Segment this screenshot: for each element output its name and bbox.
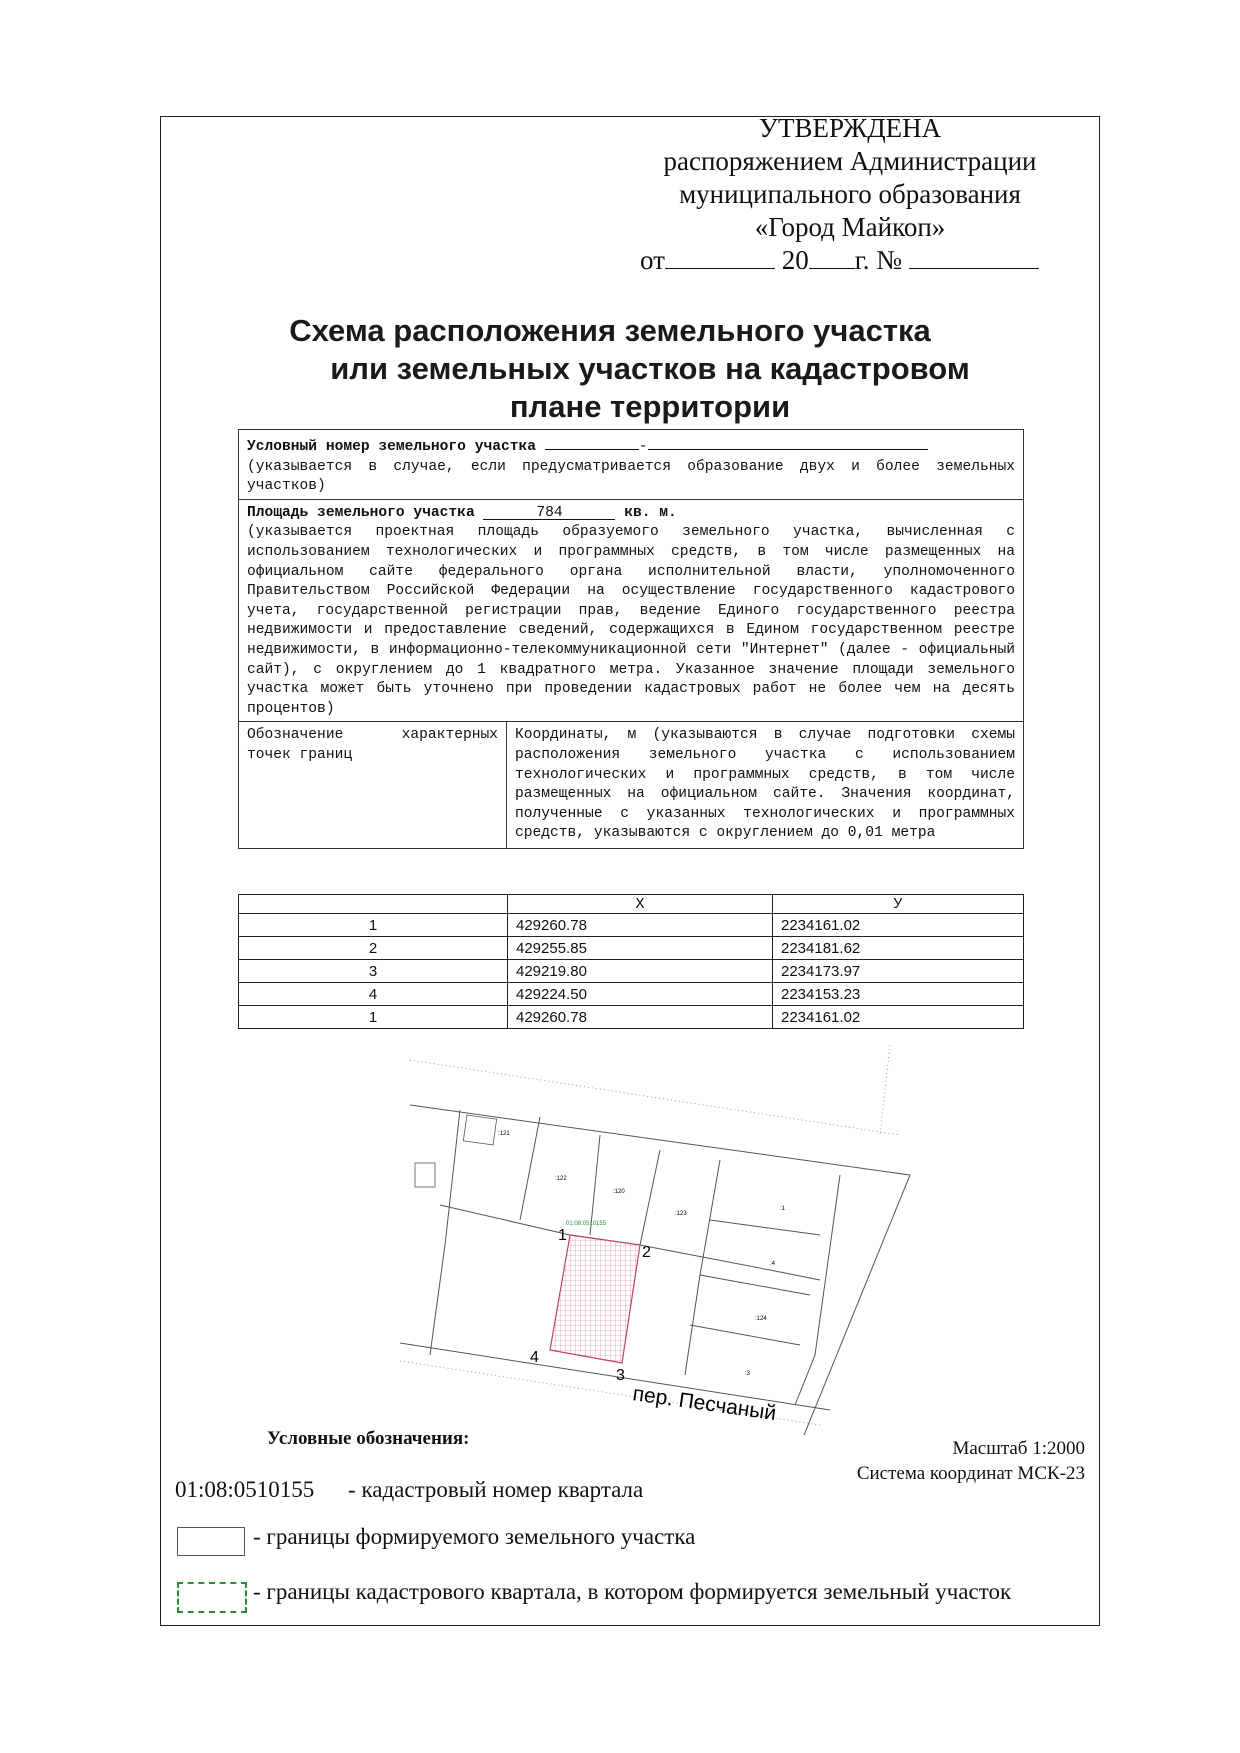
conditional-number-blank bbox=[545, 434, 639, 450]
street-label: пер. Песчаный bbox=[631, 1382, 778, 1426]
year-prefix: 20 bbox=[781, 245, 809, 275]
title-line-3: плане территории bbox=[509, 389, 791, 424]
table-row bbox=[239, 937, 1024, 960]
coordinates-header bbox=[239, 722, 1023, 848]
table-row bbox=[239, 914, 1024, 937]
area-unit: кв. м. bbox=[624, 504, 677, 521]
parcel-line bbox=[590, 1135, 600, 1235]
crs-label: Система координат МСК-23 bbox=[856, 1463, 1085, 1484]
title-line-1: Схема расположения земельного участка bbox=[289, 313, 931, 348]
point-3-label: 3 bbox=[616, 1367, 625, 1384]
point-x: 429255.85 bbox=[508, 937, 773, 960]
parcel-line bbox=[700, 1275, 810, 1295]
parcel-boundary-swatch bbox=[177, 1527, 245, 1556]
conditional-number-label: Условный номер земельного участка bbox=[247, 439, 537, 455]
parcel-info-table bbox=[238, 429, 1024, 849]
header-point bbox=[239, 895, 508, 914]
table-row bbox=[239, 983, 1024, 1006]
point-x: 429219.80 bbox=[508, 960, 773, 983]
point-number: 4 bbox=[239, 983, 508, 1006]
legend-quarter-number bbox=[175, 1477, 643, 1503]
header-y: У bbox=[773, 895, 1024, 914]
area-note: (указывается проектная площадь образуемого земельного участка, вычисленная с использованием технологических и программных средств, в том числе размещенных на официальном сайте федерального органа исполнительной власти, уполномоченного Правительством Российской Федерации на осуществление государственного кадастрового учета, государственной регистрации прав, ведение Единого государственного реестра недвижимости и предоставление сведений, содержащихся в Едином государственном реестре недвижимости, в информационно-телекоммуникационной сети "Интернет" (далее - официальный сайт), с округлением до 1 квадратного метра. Указанное значение площади земельного участка может быть уточнено при проведении кадастровых работ не более чем на десять процентов) bbox=[247, 524, 1015, 717]
legend-quarter-number-value: 01:08:0510155 bbox=[175, 1477, 315, 1502]
parcel-label: :121 bbox=[498, 1131, 510, 1137]
coordinates-table-header bbox=[239, 895, 1024, 914]
table-row bbox=[239, 1006, 1024, 1029]
point-x: 429260.78 bbox=[508, 914, 773, 937]
header-x: X bbox=[508, 895, 773, 914]
parcel-line bbox=[640, 1150, 660, 1245]
point-number: 1 bbox=[239, 1006, 508, 1029]
parcel-label: :120 bbox=[613, 1189, 625, 1195]
point-y: 2234173.97 bbox=[773, 960, 1024, 983]
conditional-number-blank-2 bbox=[648, 434, 928, 450]
point-x: 429224.50 bbox=[508, 983, 773, 1006]
approval-heading: УТВЕРЖДЕНА bbox=[758, 113, 942, 143]
coordinates-table bbox=[238, 894, 1024, 1029]
date-prefix: от bbox=[640, 245, 665, 275]
scale-label: Масштаб 1:2000 bbox=[952, 1438, 1085, 1459]
area-label: Площадь земельного участка bbox=[247, 504, 475, 521]
building-outline bbox=[415, 1163, 435, 1187]
approval-block bbox=[640, 112, 1060, 277]
point-y: 2234181.62 bbox=[773, 937, 1024, 960]
parcel-label: :1 bbox=[780, 1206, 786, 1212]
quarter-boundary-swatch bbox=[177, 1582, 247, 1613]
parcel-line bbox=[710, 1220, 820, 1235]
point-number: 2 bbox=[239, 937, 508, 960]
point-y: 2234153.23 bbox=[773, 983, 1024, 1006]
parcel-label: :122 bbox=[555, 1176, 567, 1182]
legend-quarter-desc: - границы кадастрового квартала, в котором формируется земельный участок bbox=[253, 1579, 1012, 1604]
table-row bbox=[239, 960, 1024, 983]
scale-block bbox=[845, 1436, 1085, 1486]
legend-title: Условные обозначения: bbox=[267, 1428, 470, 1449]
legend-quarter-number-desc: - кадастровый номер квартала bbox=[348, 1477, 644, 1502]
number-blank bbox=[909, 246, 1039, 269]
approval-line-4: «Город Майкоп» bbox=[754, 212, 946, 242]
building-outline bbox=[463, 1115, 496, 1145]
cadastral-map bbox=[400, 1045, 920, 1435]
conditional-number-row bbox=[239, 430, 1023, 500]
parcel-label: :124 bbox=[755, 1316, 767, 1322]
date-blank bbox=[665, 246, 775, 269]
year-blank bbox=[809, 246, 855, 269]
coordinates-note: Координаты, м (указываются в случае подготовки схемы расположения земельного участка с использованием технологических и программных средств, в том числе размещенных на официальном сайте. Значения координат, полученные с указанных технологических и программных средств, указываются с округлением до 0,01 метра bbox=[515, 727, 1015, 842]
quarter-label: 01:08:0510155 bbox=[566, 1221, 607, 1227]
number-prefix: г. № bbox=[854, 245, 902, 275]
parcel-line bbox=[795, 1175, 840, 1405]
parcel-line bbox=[685, 1160, 720, 1375]
document-title bbox=[250, 312, 1050, 426]
approval-line-2: распоряжением Администрации bbox=[663, 146, 1037, 176]
point-number: 3 bbox=[239, 960, 508, 983]
approval-date-line bbox=[640, 244, 1060, 277]
title-line-2: или земельных участков на кадастровом bbox=[330, 351, 970, 386]
parcel-label: :3 bbox=[745, 1371, 751, 1377]
parcel-line bbox=[430, 1110, 460, 1355]
formed-parcel bbox=[550, 1235, 640, 1363]
road-edge-line bbox=[410, 1060, 900, 1135]
point-x: 429260.78 bbox=[508, 1006, 773, 1029]
point-4-label: 4 bbox=[530, 1349, 539, 1366]
approval-line-3: муниципального образования bbox=[679, 179, 1021, 209]
legend-parcel-desc: - границы формируемого земельного участка bbox=[253, 1524, 696, 1549]
parcel-label: :123 bbox=[675, 1211, 687, 1217]
point-number: 1 bbox=[239, 914, 508, 937]
conditional-number-note: (указывается в случае, если предусматривается образование двух и более земельных участков) bbox=[247, 458, 1015, 495]
point-2-label: 2 bbox=[642, 1244, 651, 1261]
area-row bbox=[239, 500, 1023, 723]
point-y: 2234161.02 bbox=[773, 914, 1024, 937]
parcel-label: :4 bbox=[770, 1261, 776, 1267]
area-value: 784 bbox=[483, 504, 615, 520]
conditional-number-value: - bbox=[638, 439, 648, 455]
road-edge-line bbox=[880, 1045, 890, 1135]
quarter-boundary-line bbox=[410, 1105, 910, 1175]
points-label: Обозначение характерных точек границ bbox=[239, 722, 507, 848]
quarter-boundary-line bbox=[800, 1175, 910, 1435]
point-1-label: 1 bbox=[558, 1227, 567, 1244]
parcel-line bbox=[520, 1117, 540, 1220]
parcel-line bbox=[690, 1325, 800, 1345]
point-y: 2234161.02 bbox=[773, 1006, 1024, 1029]
